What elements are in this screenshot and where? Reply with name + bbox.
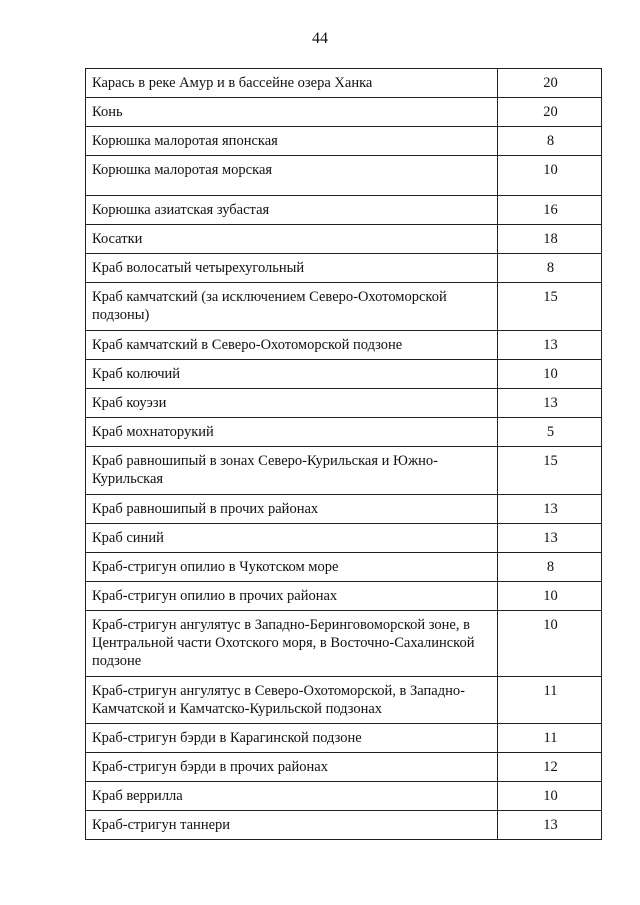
- table-row: [86, 811, 602, 840]
- value-cell: 10: [498, 156, 602, 196]
- value-cell: 12: [498, 753, 602, 782]
- species-name-cell: Краб равношипый в зонах Северо-Курильская и Южно-Курильская: [86, 447, 498, 495]
- species-name-cell: Краб мохнаторукий: [86, 418, 498, 447]
- value-cell: 10: [498, 611, 602, 677]
- value-cell: 13: [498, 389, 602, 418]
- table-row: [86, 782, 602, 811]
- value-cell: 13: [498, 811, 602, 840]
- table-row: [86, 98, 602, 127]
- value-cell: 10: [498, 360, 602, 389]
- table-row: [86, 360, 602, 389]
- value-cell: 8: [498, 127, 602, 156]
- table-row: [86, 753, 602, 782]
- value-cell: 20: [498, 69, 602, 98]
- value-cell: 13: [498, 331, 602, 360]
- table-row: [86, 553, 602, 582]
- value-cell: 16: [498, 196, 602, 225]
- species-name-cell: Краб-стригун бэрди в прочих районах: [86, 753, 498, 782]
- species-name-cell: Корюшка малоротая морская: [86, 156, 498, 196]
- table-row: [86, 677, 602, 724]
- species-name-cell: Краб волосатый четырехугольный: [86, 254, 498, 283]
- species-name-cell: Карась в реке Амур и в бассейне озера Ханка: [86, 69, 498, 98]
- species-name-cell: Краб-стригун ангулятус в Северо-Охотоморской, в Западно-Камчатской и Камчатско-Курильской подзонах: [86, 677, 498, 724]
- table-row: [86, 196, 602, 225]
- species-name-cell: Краб веррилла: [86, 782, 498, 811]
- page-number: 44: [312, 30, 328, 47]
- species-name-cell: Краб камчатский в Северо-Охотоморской подзоне: [86, 331, 498, 360]
- species-name-cell: Краб колючий: [86, 360, 498, 389]
- species-name-cell: Краб-стригун опилио в Чукотском море: [86, 553, 498, 582]
- value-cell: 13: [498, 495, 602, 524]
- species-name-cell: Косатки: [86, 225, 498, 254]
- value-cell: 15: [498, 447, 602, 495]
- table-row: [86, 611, 602, 677]
- species-name-cell: Краб-стригун таннери: [86, 811, 498, 840]
- table-row: [86, 283, 602, 331]
- table-row: [86, 418, 602, 447]
- species-name-cell: Краб синий: [86, 524, 498, 553]
- species-name-cell: Краб камчатский (за исключением Северо-Охотоморской подзоны): [86, 283, 498, 331]
- species-table: [85, 68, 602, 840]
- value-cell: 11: [498, 724, 602, 753]
- value-cell: 13: [498, 524, 602, 553]
- table-row: [86, 724, 602, 753]
- value-cell: 8: [498, 254, 602, 283]
- species-name-cell: Корюшка малоротая японская: [86, 127, 498, 156]
- table-row: [86, 389, 602, 418]
- species-name-cell: Краб равношипый в прочих районах: [86, 495, 498, 524]
- value-cell: 10: [498, 582, 602, 611]
- value-cell: 8: [498, 553, 602, 582]
- value-cell: 20: [498, 98, 602, 127]
- table-row: [86, 582, 602, 611]
- value-cell: 15: [498, 283, 602, 331]
- species-name-cell: Корюшка азиатская зубастая: [86, 196, 498, 225]
- species-name-cell: Краб коуэзи: [86, 389, 498, 418]
- value-cell: 11: [498, 677, 602, 724]
- table-row: [86, 127, 602, 156]
- value-cell: 5: [498, 418, 602, 447]
- table-row: [86, 156, 602, 196]
- species-name-cell: Краб-стригун ангулятус в Западно-Беринговоморской зоне, в Центральной части Охотского моря, в Восточно-Сахалинской подзоне: [86, 611, 498, 677]
- table-row: [86, 254, 602, 283]
- table-row: [86, 495, 602, 524]
- species-name-cell: Конь: [86, 98, 498, 127]
- species-name-cell: Краб-стригун опилио в прочих районах: [86, 582, 498, 611]
- value-cell: 18: [498, 225, 602, 254]
- table-row: [86, 69, 602, 98]
- table-body: [86, 69, 602, 840]
- table-row: [86, 225, 602, 254]
- species-name-cell: Краб-стригун бэрди в Карагинской подзоне: [86, 724, 498, 753]
- table-row: [86, 447, 602, 495]
- value-cell: 10: [498, 782, 602, 811]
- table-row: [86, 331, 602, 360]
- table-row: [86, 524, 602, 553]
